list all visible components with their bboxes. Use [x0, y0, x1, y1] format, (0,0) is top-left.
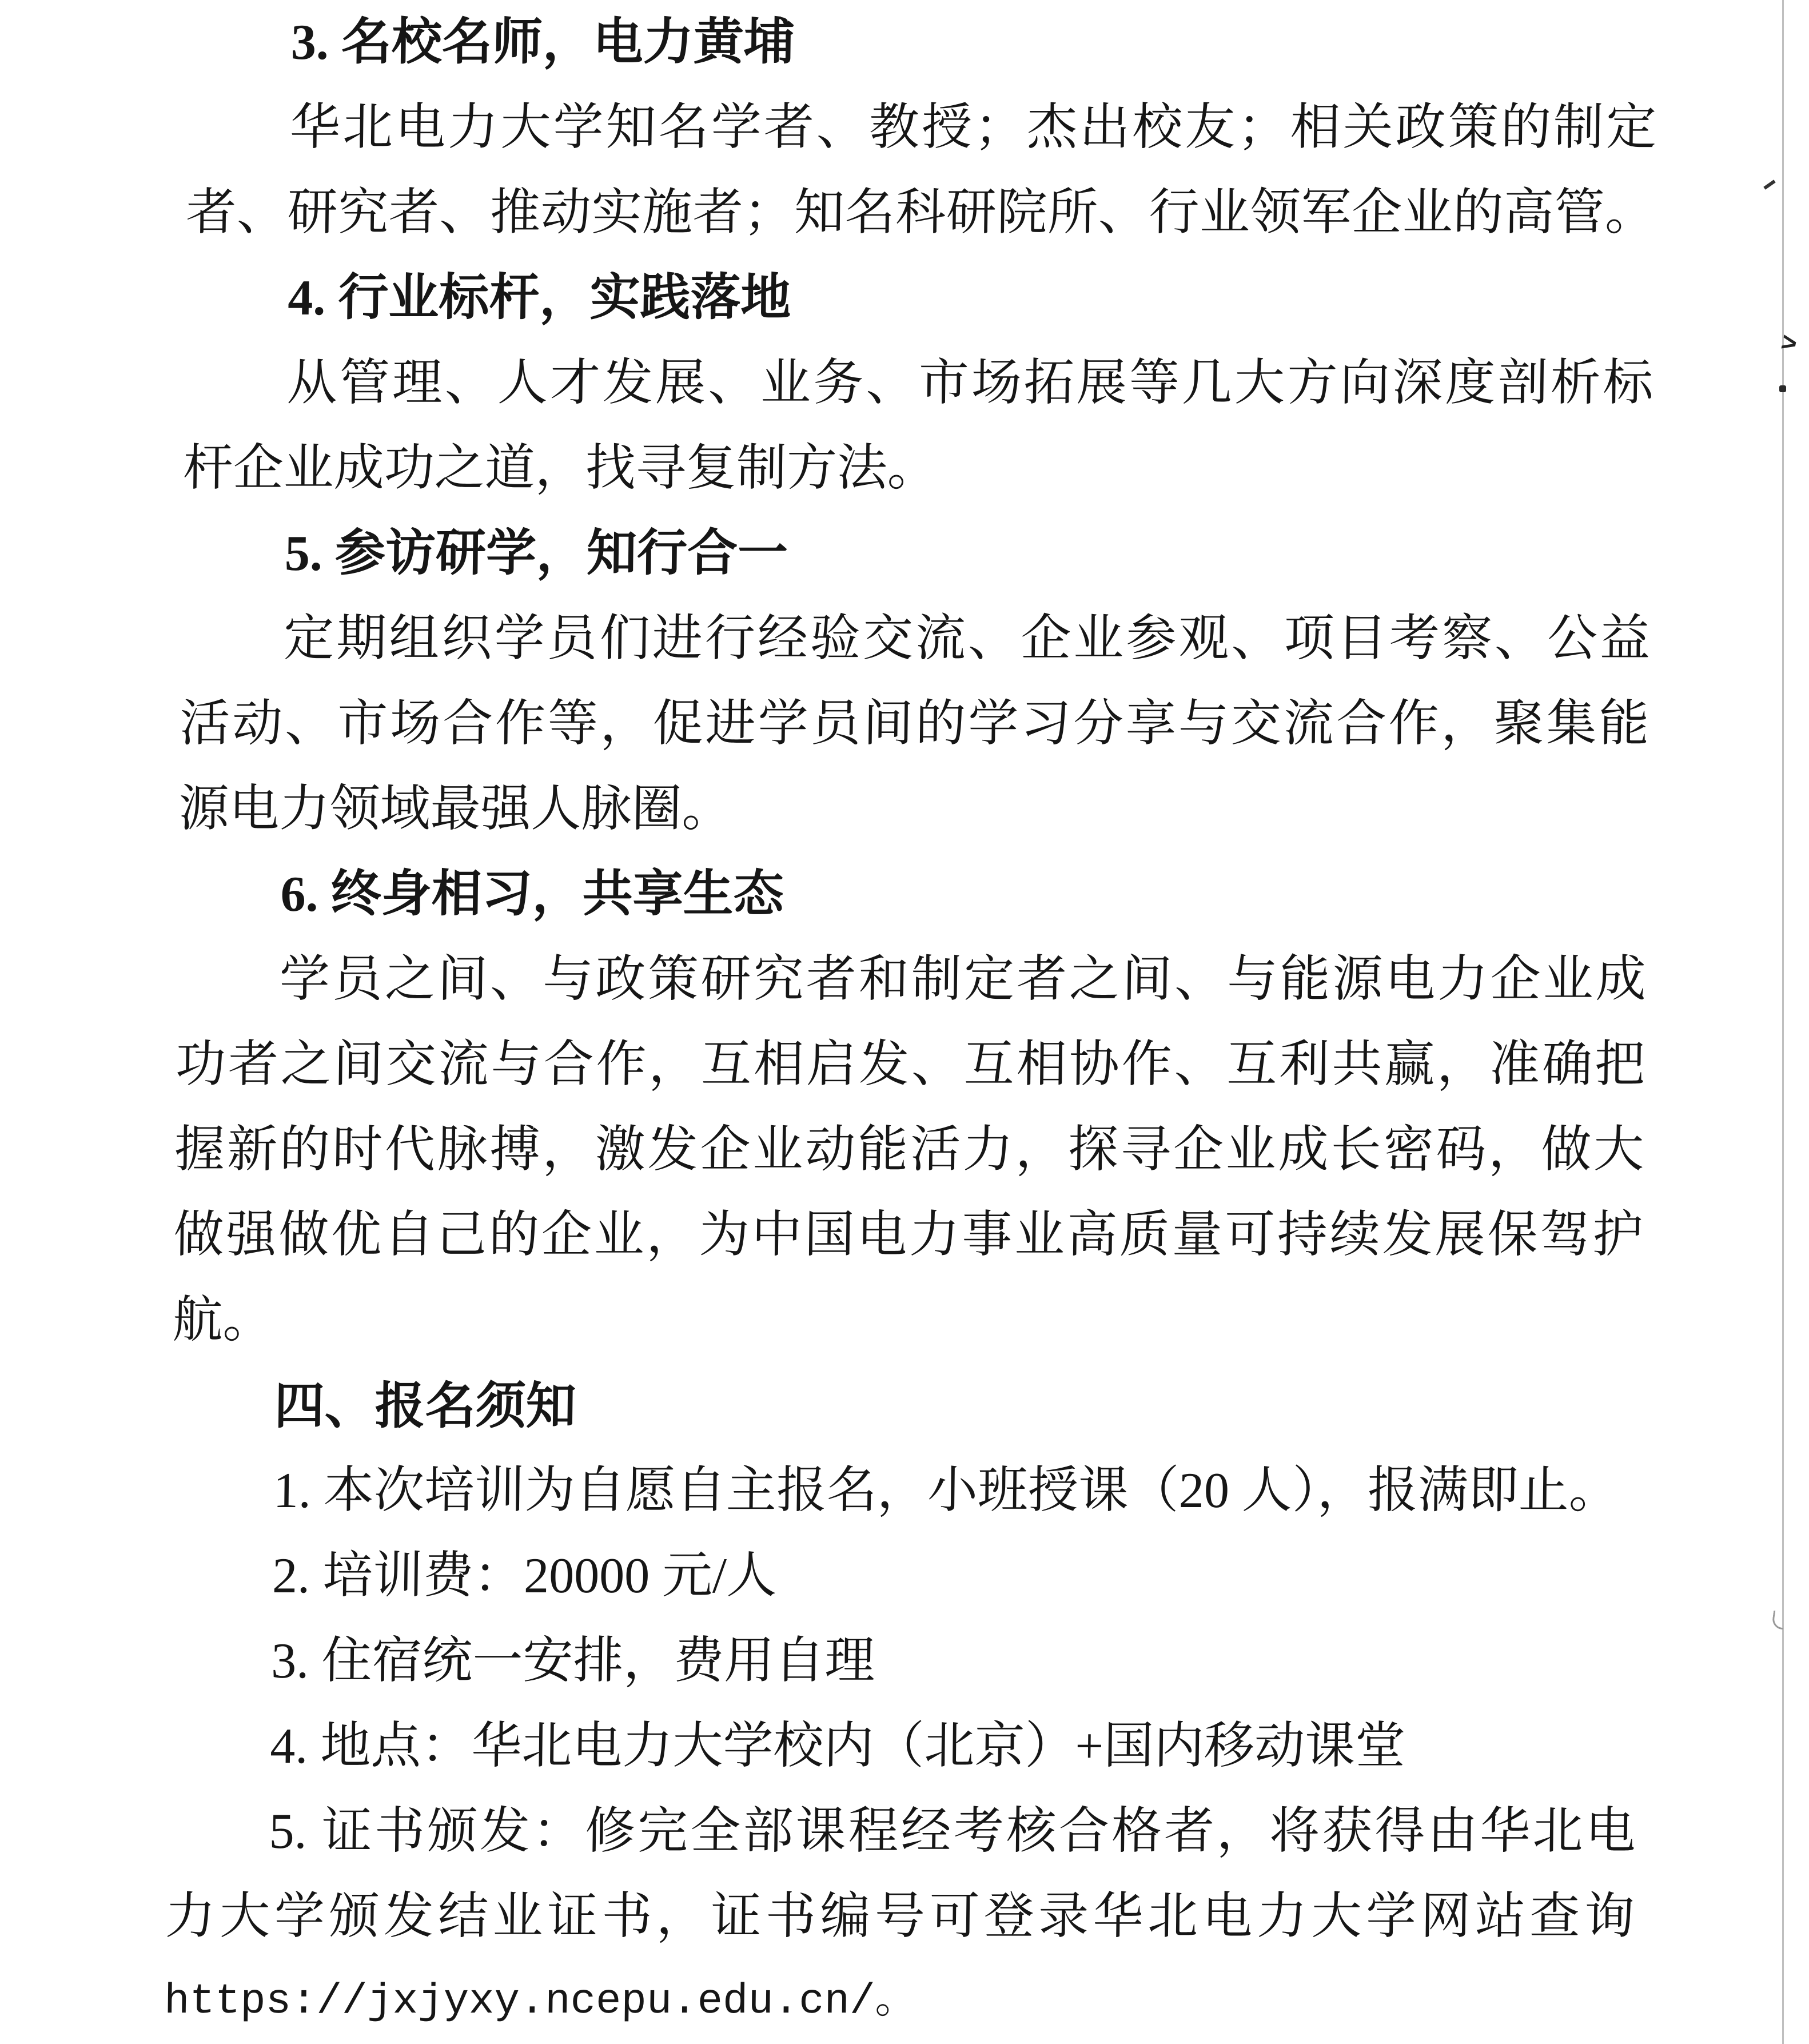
body-line: 从管理、人才发展、业务、市场拓展等几大方向深度剖析标 [286, 356, 1654, 411]
body-line: 力大学颁发结业证书，证书编号可登录华北电力大学网站查询 [165, 1889, 1635, 1945]
document-text [164, 0, 1658, 2044]
section-heading: 四、报名须知 [274, 1377, 577, 1434]
body-line: 华北电力大学知名学者、教授；杰出校友；相关政策的制定 [289, 100, 1657, 156]
body-line: 活动、市场合作等，促进学员间的学习分享与交流合作，聚集能 [179, 696, 1649, 752]
list-item: 3. 住宿统一安排，费用自理 [270, 1633, 875, 1689]
scan-artifact-dot [1779, 385, 1786, 392]
body-line: 握新的时代脉搏，激发企业动能活力，探寻企业成长密码，做大 [174, 1122, 1644, 1178]
body-line: 杆企业成功之道，找寻复制方法。 [182, 441, 938, 496]
scan-artifact-dash [1763, 180, 1775, 190]
scan-artifact-hook [1771, 1611, 1786, 1630]
url-text: https://jxjyxy.ncepu.edu.cn/。 [164, 1978, 918, 2026]
body-line: 航。 [172, 1293, 274, 1348]
body-line: 做强做优自己的企业，为中国电力事业高质量可持续发展保驾护 [173, 1208, 1644, 1263]
body-line: 源电力领域最强人脉圈。 [178, 782, 733, 837]
subheading-6: 6. 终身相习，共享生态 [280, 867, 784, 922]
list-item: 5. 证书颁发：修完全部课程经考核合格者，将获得由华北电 [269, 1804, 1636, 1859]
list-item: 1. 本次培训为自愿自主报名，小班授课（20 人），报满即止。 [273, 1463, 1620, 1519]
scan-edge-line [1782, 0, 1784, 2044]
body-line: 者、研究者、推动实施者；知名科研院所、行业领军企业的高管。 [185, 185, 1656, 241]
subheading-4: 4. 行业标杆，实践落地 [287, 270, 792, 326]
list-item: 4. 地点：华北电力大学校内（北京）+国内移动课堂 [269, 1719, 1406, 1774]
body-line: 定期组织学员们进行经验交流、企业参观、项目考察、公益 [283, 611, 1651, 667]
body-line: 功者之间交流与合作，互相启发、互相协作、互利共赢，准确把 [175, 1037, 1645, 1093]
scan-artifact-chevron: > [1778, 326, 1800, 359]
list-item: 2. 培训费：20000 元/人 [272, 1548, 778, 1604]
body-line: 学员之间、与政策研究者和制定者之间、与能源电力企业成 [279, 952, 1647, 1007]
subheading-3: 3. 名校名师，电力黄埔 [290, 15, 795, 70]
subheading-5: 5. 参访研学，知行合一 [284, 526, 788, 581]
